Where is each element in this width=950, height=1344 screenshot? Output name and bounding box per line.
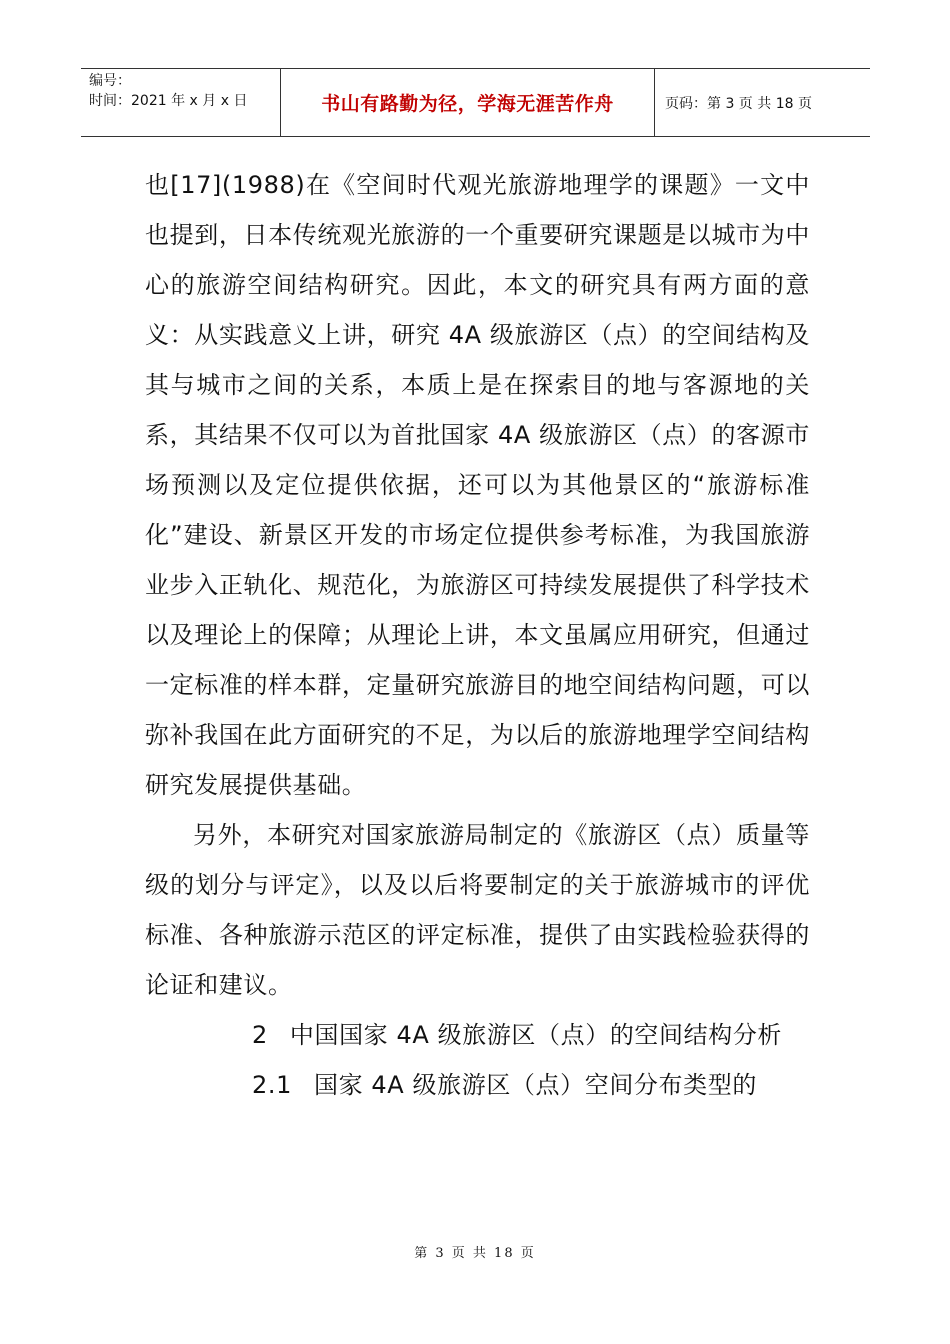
page-header <box>81 68 870 137</box>
header-meta <box>81 69 281 136</box>
subsection-heading-2-1 <box>145 1060 810 1110</box>
subsection-number: 2.1 <box>252 1071 292 1099</box>
document-number-label: 编号： <box>89 73 131 89</box>
paragraph-2: 另外，本研究对国家旅游局制定的《旅游区（点）质量等级的划分与评定》，以及以后将要制定的关于旅游城市的评优标准、各种旅游示范区的评定标准，提供了由实践检验获得的论证和建议。 <box>145 821 810 999</box>
header-page-info: 页码：第 3 页 共 18 页 <box>665 95 812 112</box>
section-heading-2 <box>145 1010 810 1060</box>
section-title: 中国国家 4A 级旅游区（点）的空间结构分析 <box>289 1021 783 1049</box>
section-number: 2 <box>252 1021 268 1049</box>
subsection-title: 国家 4A 级旅游区（点）空间分布类型的 <box>313 1071 757 1099</box>
paragraph-1: 也[17](1988)在《空间时代观光旅游地理学的课题》一文中也提到，日本传统观光旅游的一个重要研究课题是以城市为中心的旅游空间结构研究。因此，本文的研究具有两方面的意义：从实践意义上讲，研究 4A 级旅游区（点）的空间结构及其与城市之间的关系，本质上是在探索目的地与客源地的关系，其结果不仅可以为首批国家 4A 级旅游区（点）的客源市场预测以及定位提供依据，还可以为其他景区的“旅游标准化”建设、新景区开发的市场定位提供参考标准，为我国旅游业步入正轨化、规范化，为旅游区可持续发展提供了科学技术以及理论上的保障；从理论上讲，本文虽属应用研究，但通过一定标准的样本群，定量研究旅游目的地空间结构问题，可以弥补我国在此方面研究的不足，为以后的旅游地理学空间结构研究发展提供基础。 <box>145 171 810 799</box>
header-motto: 书山有路勤为径，学海无涯苦作舟 <box>281 69 655 136</box>
page-footer: 第 3 页 共 18 页 <box>414 1246 536 1261</box>
document-body <box>145 160 810 1110</box>
document-date: 时间：2021 年 x 月 x 日 <box>89 93 248 109</box>
